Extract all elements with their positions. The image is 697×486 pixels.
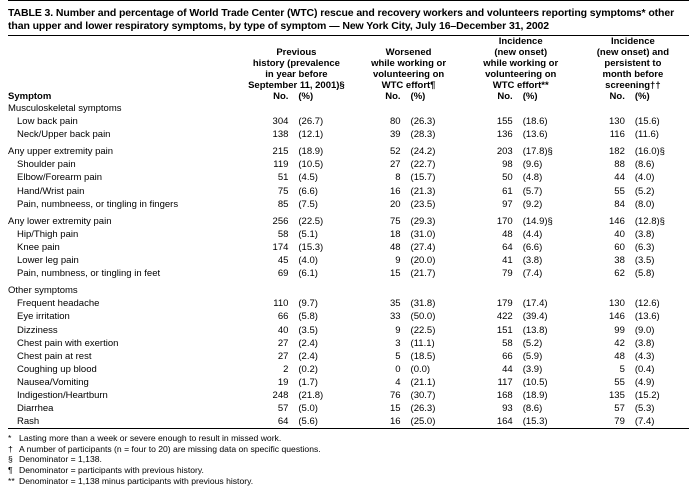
- cell-prev-pct: (4.0): [298, 255, 318, 267]
- cell-prev-no: 51: [277, 172, 289, 184]
- hdr-pers-l3: persistent to: [604, 58, 662, 69]
- cell-pers-pct: (4.0): [634, 172, 655, 184]
- cell-prev-no: 2: [283, 363, 289, 375]
- row-label: Shoulder pain: [17, 159, 76, 171]
- hdr-wors-l2: while working or: [371, 58, 447, 69]
- cell-prev-pct: (12.1): [298, 129, 324, 141]
- cell-inc-no: 58: [502, 337, 513, 349]
- cell-pers-no: 62: [614, 268, 625, 280]
- cell-pers-pct: (11.6): [634, 129, 659, 141]
- cell-inc-no: 64: [502, 241, 513, 253]
- row-label: Musculoskeletal symptoms: [8, 103, 122, 114]
- cell-inc-pct: (7.4): [522, 268, 543, 280]
- cell-inc-no: 66: [502, 350, 513, 362]
- cell-inc-pct: (6.6): [522, 241, 543, 253]
- cell-pers-no: [577, 102, 625, 115]
- cell-pers-pct: (3.5): [634, 255, 655, 267]
- cell-pers-no: 130: [609, 298, 625, 310]
- cell-wors-no: 35: [389, 298, 401, 310]
- cell-prev-pct: (21.8): [298, 389, 324, 401]
- table-row: [8, 310, 689, 323]
- cell-prev-no: 27: [277, 350, 289, 362]
- table-row: [8, 350, 689, 363]
- row-label: Chest pain with exertion: [17, 337, 119, 349]
- row-label: Dizziness: [17, 324, 58, 336]
- cell-pers-no: 84: [614, 198, 625, 210]
- cell-pers-pct: (0.4): [634, 363, 655, 375]
- cell-wors-no: [352, 102, 400, 115]
- hdr-inc-l5: WTC effort**: [492, 80, 549, 91]
- cell-pers-pct: (3.8): [634, 228, 655, 240]
- cell-wors-pct: (20.0): [410, 255, 436, 267]
- footnote-text: Denominator = 1,138.: [19, 454, 102, 465]
- cell-wors-no: 8: [395, 172, 401, 184]
- cell-wors-pct: (31.8): [410, 298, 436, 310]
- cell-pers-pct: (5.8): [634, 268, 655, 280]
- cell-pers-no: 135: [609, 389, 625, 401]
- cell-pers-no: 42: [614, 337, 625, 349]
- cell-inc-pct: (4.4): [522, 228, 543, 240]
- cell-wors-no: 48: [389, 241, 401, 253]
- cell-prev-no: 215: [272, 146, 289, 158]
- bottom-rule: [8, 428, 689, 429]
- cell-prev-no: 69: [277, 268, 289, 280]
- cell-inc-no: 151: [496, 324, 513, 336]
- hdr-inc-l2: (new onset): [494, 47, 548, 58]
- cell-wors-no: 3: [395, 337, 401, 349]
- cell-wors-no: 0: [395, 363, 401, 375]
- cell-prev-no: 248: [272, 389, 289, 401]
- cell-prev-pct: (5.1): [298, 228, 318, 240]
- cell-prev-pct: (5.0): [298, 403, 318, 415]
- header-group-row: [8, 36, 689, 91]
- cell-wors-no: 75: [389, 215, 401, 227]
- footnote: [8, 454, 689, 465]
- cell-inc-no: 170: [496, 215, 513, 227]
- cell-wors-pct: (0.0): [410, 363, 431, 375]
- header-pers-pct: (%): [634, 91, 650, 102]
- cell-prev-no: [240, 284, 288, 297]
- table-row: [8, 337, 689, 350]
- cell-inc-no: 44: [502, 363, 513, 375]
- table-row: [8, 241, 689, 254]
- footnote-text: Lasting more than a week or severe enough to result in missed work.: [19, 433, 282, 444]
- cell-pers-pct: (4.9): [634, 376, 655, 388]
- table-row: [8, 415, 689, 428]
- row-label: Hip/Thigh pain: [17, 228, 79, 240]
- header-group-incidence-persistent: [577, 36, 689, 91]
- cell-wors-no: 9: [395, 324, 401, 336]
- header-wors-pct: (%): [410, 91, 426, 102]
- cell-inc-no: 117: [497, 376, 513, 388]
- hdr-inc-l4: volunteering on: [485, 69, 557, 80]
- cell-wors-pct: (21.3): [410, 185, 436, 197]
- cell-inc-no: 203: [496, 146, 513, 158]
- cell-wors-no: 18: [389, 228, 401, 240]
- header-group-incidence-new-onset: [465, 36, 577, 91]
- cell-wors-no: 52: [389, 146, 401, 158]
- section-heading-row: [8, 284, 689, 297]
- hdr-wors-l3: volunteering on: [372, 69, 445, 80]
- cell-prev-pct: (6.1): [298, 268, 318, 280]
- cell-wors-no: 15: [389, 403, 401, 415]
- cell-prev-no: 119: [273, 159, 289, 171]
- footnotes: [8, 433, 689, 486]
- cell-wors-no: 80: [389, 116, 401, 128]
- cell-wors-no: 39: [389, 129, 401, 141]
- cell-inc-no: 93: [502, 403, 513, 415]
- header-inc-no: No.: [497, 91, 513, 102]
- cell-prev-no: 138: [272, 129, 289, 141]
- cell-prev-pct: (1.7): [298, 376, 318, 388]
- cell-pers-no: 116: [609, 129, 625, 141]
- hdr-pers-l5: screening††: [605, 80, 661, 91]
- cell-prev-no: 174: [272, 241, 289, 253]
- hdr-prev-l4: September 11, 2001)§: [248, 80, 345, 91]
- cell-inc-no: 98: [502, 159, 513, 171]
- cell-pers-no: 146: [609, 215, 625, 227]
- cell-inc-pct: [513, 284, 577, 297]
- table-row: [8, 185, 689, 198]
- cell-prev-pct: (26.7): [298, 116, 324, 128]
- cell-prev-no: 75: [277, 185, 289, 197]
- cell-pers-pct: (4.3): [634, 350, 655, 362]
- cell-prev-pct: (4.5): [298, 172, 318, 184]
- table-row: [8, 267, 689, 280]
- cell-pers-no: 40: [614, 228, 625, 240]
- cell-wors-pct: (11.1): [410, 337, 435, 349]
- cell-pers-pct: (12.6): [634, 298, 660, 310]
- table-row: [8, 115, 689, 128]
- cell-prev-no: 256: [272, 215, 289, 227]
- cell-pers-pct: (13.6): [634, 311, 660, 323]
- cell-pers-pct: (15.6): [634, 116, 660, 128]
- cell-wors-pct: (26.3): [410, 116, 436, 128]
- footnote-mark: *: [8, 433, 12, 444]
- cell-pers-pct: [625, 284, 689, 297]
- hdr-inc-l3: while working or: [483, 58, 559, 69]
- cell-wors-pct: (21.1): [410, 376, 436, 388]
- cell-inc-no: 79: [502, 268, 513, 280]
- cell-pers-no: [577, 284, 625, 297]
- cell-inc-no: 48: [502, 228, 513, 240]
- row-label: Low back pain: [17, 116, 78, 128]
- header-prev-pct: (%): [298, 91, 314, 102]
- cell-wors-no: 27: [389, 159, 401, 171]
- cell-inc-pct: (39.4): [522, 311, 548, 323]
- cell-inc-no: 168: [496, 389, 513, 401]
- row-label: Pain, numbneess, or tingling in fingers: [17, 198, 179, 210]
- row-label: Coughing up blood: [17, 363, 97, 375]
- cell-inc-pct: (18.9): [522, 389, 548, 401]
- cell-prev-no: 27: [277, 337, 289, 349]
- cell-prev-no: [240, 102, 288, 115]
- cell-wors-pct: (27.4): [410, 241, 436, 253]
- cell-pers-no: 60: [614, 241, 625, 253]
- cell-inc-pct: (18.6): [522, 116, 548, 128]
- table-row: [8, 402, 689, 415]
- section-heading-row: [8, 215, 689, 228]
- cell-inc-no: 155: [496, 116, 513, 128]
- cell-wors-pct: (25.0): [410, 416, 436, 428]
- row-label: Hand/Wrist pain: [17, 185, 85, 197]
- footnote-text: Denominator = 1,138 minus participants with previous history.: [19, 475, 254, 486]
- cell-wors-pct: (23.5): [410, 198, 436, 210]
- cell-prev-pct: (10.5): [298, 159, 324, 171]
- cell-pers-pct: (15.2): [634, 389, 660, 401]
- cell-prev-no: 85: [277, 198, 289, 210]
- cell-inc-pct: (9.6): [522, 159, 543, 171]
- cell-inc-pct: (10.5): [522, 376, 548, 388]
- row-label: Indigestion/Heartburn: [17, 389, 108, 401]
- cell-inc-no: 50: [502, 172, 513, 184]
- cell-pers-no: 130: [609, 116, 625, 128]
- cell-pers-pct: (7.4): [634, 416, 655, 428]
- header-subrow: [8, 91, 689, 102]
- hdr-pers-l1: Incidence: [610, 36, 655, 47]
- table-body: [8, 102, 689, 428]
- cell-wors-pct: (22.7): [410, 159, 436, 171]
- cell-inc-pct: (17.4): [522, 298, 548, 310]
- cell-inc-pct: (17.8)§: [522, 146, 553, 158]
- cell-pers-no: 182: [609, 146, 625, 158]
- cell-wors-no: 20: [389, 198, 401, 210]
- cell-prev-pct: (15.3): [298, 241, 324, 253]
- row-label: Knee pain: [17, 241, 60, 253]
- cell-inc-no: [465, 102, 513, 115]
- footnote-mark: †: [8, 443, 13, 454]
- cell-pers-pct: (5.3): [634, 403, 655, 415]
- hdr-wors-l1: Worsened: [385, 47, 432, 58]
- table-row: [8, 171, 689, 184]
- hdr-inc-l1: Incidence: [498, 36, 543, 47]
- cell-wors-no: 9: [395, 255, 401, 267]
- cell-pers-pct: (5.2): [634, 185, 655, 197]
- cell-pers-no: 48: [614, 350, 625, 362]
- cell-inc-no: 136: [496, 129, 513, 141]
- header-group-worsened: [352, 36, 464, 91]
- cell-wors-pct: (31.0): [410, 228, 436, 240]
- cell-prev-pct: (9.7): [298, 298, 318, 310]
- table-row: [8, 389, 689, 402]
- cell-inc-pct: (8.6): [522, 403, 543, 415]
- cell-pers-pct: [625, 102, 689, 115]
- cell-prev-pct: (22.5): [298, 215, 324, 227]
- table-row: [8, 158, 689, 171]
- table-row: [8, 297, 689, 310]
- cell-wors-pct: (28.3): [410, 129, 436, 141]
- cell-wors-pct: (21.7): [410, 268, 436, 280]
- cell-inc-pct: (5.2): [522, 337, 543, 349]
- cell-inc-no: 41: [502, 255, 513, 267]
- row-label: Rash: [17, 416, 40, 428]
- section-heading-row: [8, 145, 689, 158]
- cell-prev-pct: (5.6): [298, 416, 318, 428]
- cell-wors-no: 4: [395, 376, 401, 388]
- cell-pers-no: 146: [609, 311, 625, 323]
- cell-inc-no: 97: [502, 198, 513, 210]
- footnote-mark: §: [8, 454, 13, 465]
- header-symptom-label: Symptom: [8, 91, 52, 102]
- hdr-wors-l4: WTC effort¶: [381, 80, 436, 91]
- cell-inc-pct: (4.8): [522, 172, 543, 184]
- cell-prev-pct: (6.6): [298, 185, 318, 197]
- header-group-previous-history: [240, 36, 352, 91]
- section-heading-row: [8, 102, 689, 115]
- cell-pers-pct: (9.0): [634, 324, 655, 336]
- cell-prev-pct: (2.4): [298, 337, 318, 349]
- cell-prev-no: 40: [277, 324, 289, 336]
- row-label: Nausea/Vomiting: [17, 376, 89, 388]
- row-label: Frequent headache: [17, 298, 100, 310]
- table-row: [8, 198, 689, 211]
- data-table: [8, 36, 689, 428]
- page-title: TABLE 3. Number and percentage of World Trade Center (WTC) rescue and recovery workers and volunteers reporting symptoms* other than upper and lower respiratory symptoms, by type of symptom — New York City, July 16–December 31, 2002: [8, 7, 675, 32]
- table-row: [8, 228, 689, 241]
- cell-prev-no: 304: [272, 116, 289, 128]
- table-row: [8, 254, 689, 267]
- cell-inc-pct: (13.6): [522, 129, 548, 141]
- hdr-prev-l3: in year before: [265, 69, 328, 80]
- cell-prev-no: 64: [277, 416, 289, 428]
- cell-wors-no: 33: [389, 311, 401, 323]
- row-label: Any lower extremity pain: [8, 215, 112, 227]
- cell-inc-pct: [513, 102, 577, 115]
- cell-inc-pct: (3.8): [522, 255, 543, 267]
- footnote: [8, 476, 689, 486]
- cell-prev-no: 57: [277, 403, 289, 415]
- cell-pers-no: 57: [614, 403, 625, 415]
- cell-inc-no: 179: [496, 298, 513, 310]
- cell-prev-pct: (7.5): [298, 198, 318, 210]
- cell-wors-pct: (26.3): [410, 403, 436, 415]
- row-label: Elbow/Forearm pain: [17, 172, 103, 184]
- cell-prev-pct: [288, 284, 352, 297]
- cell-pers-no: 55: [614, 185, 625, 197]
- cell-wors-pct: (22.5): [410, 324, 436, 336]
- footnote-text: Denominator = participants with previous history.: [19, 465, 204, 476]
- hdr-prev-l1: Previous: [276, 47, 317, 58]
- cell-prev-pct: (0.2): [298, 363, 318, 375]
- hdr-pers-l2: (new onset) and: [596, 47, 670, 58]
- footnote: [8, 444, 689, 455]
- cell-wors-no: [352, 284, 400, 297]
- cell-wors-no: 16: [389, 416, 401, 428]
- cell-inc-pct: (9.2): [522, 198, 543, 210]
- cell-inc-pct: (5.7): [522, 185, 543, 197]
- cell-inc-pct: (14.9)§: [522, 215, 553, 227]
- cell-pers-pct: (8.0): [634, 198, 655, 210]
- table-header: [8, 36, 689, 102]
- cell-wors-pct: (18.5): [410, 350, 436, 362]
- cell-prev-no: 110: [273, 298, 289, 310]
- table-row: [8, 128, 689, 141]
- cell-inc-pct: (15.3): [522, 416, 548, 428]
- row-label: Other symptoms: [8, 285, 78, 297]
- cell-prev-pct: (5.8): [298, 311, 318, 323]
- cell-wors-no: 5: [395, 350, 401, 362]
- cell-wors-pct: (50.0): [410, 311, 436, 323]
- row-label: Diarrhea: [17, 403, 54, 415]
- footnote-text: A number of participants (n = four to 20) are missing data on specific questions.: [19, 443, 321, 454]
- cell-prev-pct: (3.5): [298, 324, 318, 336]
- cell-wors-pct: (24.2): [410, 146, 436, 158]
- cell-pers-pct: (3.8): [634, 337, 655, 349]
- cell-inc-no: 422: [496, 311, 513, 323]
- cell-wors-pct: (15.7): [410, 172, 436, 184]
- table-row: [8, 376, 689, 389]
- footnote: [8, 433, 689, 444]
- row-label: Any upper extremity pain: [8, 146, 114, 158]
- cell-prev-pct: [288, 102, 352, 115]
- cell-inc-pct: (5.9): [522, 350, 543, 362]
- cell-pers-no: 88: [614, 159, 625, 171]
- footnote-mark: ¶: [8, 465, 13, 476]
- cell-wors-no: 76: [389, 389, 401, 401]
- cell-wors-pct: [401, 284, 465, 297]
- cell-prev-no: 66: [277, 311, 289, 323]
- cell-inc-pct: (13.8): [522, 324, 548, 336]
- table-row: [8, 324, 689, 337]
- footnote: [8, 465, 689, 476]
- hdr-prev-l2: history (prevalence: [252, 58, 340, 69]
- cell-wors-no: 16: [389, 185, 401, 197]
- footnote-mark: **: [8, 475, 15, 486]
- cell-pers-pct: (8.6): [634, 159, 655, 171]
- cell-wors-pct: (29.3): [410, 215, 436, 227]
- cell-pers-no: 99: [614, 324, 625, 336]
- row-label: Pain, numbness, or tingling in feet: [17, 268, 161, 280]
- cell-prev-no: 58: [277, 228, 289, 240]
- cell-pers-pct: (12.8)§: [634, 215, 665, 227]
- cell-pers-no: 44: [614, 172, 625, 184]
- row-label: Lower leg pain: [17, 255, 79, 267]
- header-inc-pct: (%): [522, 91, 538, 102]
- cell-inc-no: 61: [502, 185, 513, 197]
- row-label: Neck/Upper back pain: [17, 129, 111, 141]
- cell-wors-pct: [401, 102, 465, 115]
- cell-inc-no: [465, 284, 513, 297]
- cell-prev-pct: (2.4): [298, 350, 318, 362]
- cell-prev-no: 19: [277, 376, 289, 388]
- cell-pers-no: 79: [614, 416, 625, 428]
- cell-inc-no: 164: [496, 416, 513, 428]
- header-wors-no: No.: [385, 91, 401, 102]
- cell-wors-pct: (30.7): [410, 389, 436, 401]
- row-label: Chest pain at rest: [17, 350, 92, 362]
- hdr-pers-l4: month before: [602, 69, 664, 80]
- header-prev-no: No.: [273, 91, 289, 102]
- row-label: Eye irritation: [17, 311, 70, 323]
- cell-pers-pct: (16.0)§: [634, 146, 665, 158]
- cell-pers-no: 5: [619, 363, 625, 375]
- cell-pers-no: 38: [614, 255, 625, 267]
- cell-prev-no: 45: [277, 255, 289, 267]
- cell-prev-pct: (18.9): [298, 146, 324, 158]
- table-row: [8, 363, 689, 376]
- cell-wors-no: 15: [389, 268, 401, 280]
- cell-inc-pct: (3.9): [522, 363, 543, 375]
- cell-pers-pct: (6.3): [634, 241, 655, 253]
- header-pers-no: No.: [609, 91, 625, 102]
- cell-pers-no: 55: [614, 376, 625, 388]
